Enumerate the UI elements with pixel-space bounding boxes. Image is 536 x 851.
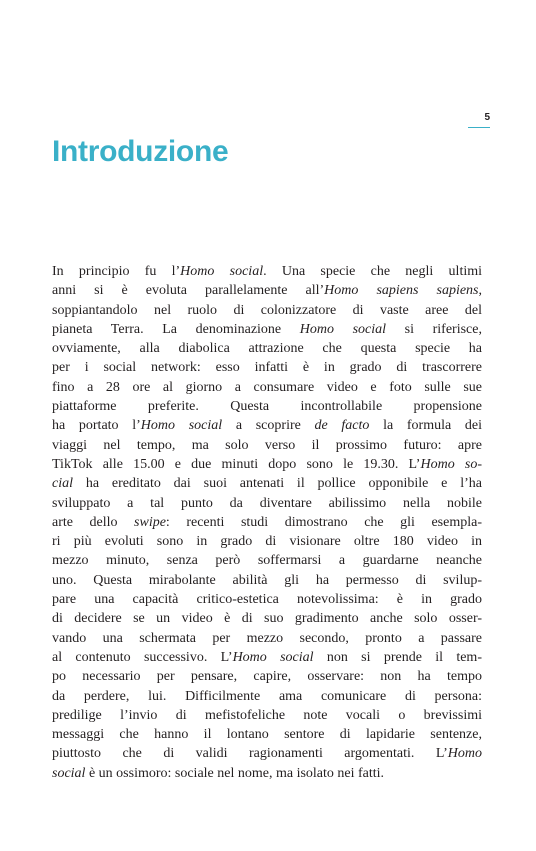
text-line — [52, 648, 482, 667]
italic-text-run: Homo social — [232, 649, 314, 665]
italic-text-run: cial — [52, 476, 73, 492]
text-run: a scoprire — [222, 418, 315, 434]
text-run: mezzo minuto, senza però soffermarsi a guardarne neanche — [52, 553, 482, 569]
text-run: al contenuto successivo. L’ — [52, 649, 233, 665]
text-run: vando una schermata per mezzo secondo, pronto a passare — [52, 630, 482, 646]
page-number-rule — [468, 127, 490, 128]
text-run: sviluppato a tal punto da diventare abilissimo nella nobile — [52, 495, 482, 511]
text-line — [52, 397, 482, 416]
text-line — [52, 609, 482, 628]
text-line — [52, 551, 482, 570]
italic-text-run: de facto — [314, 418, 370, 434]
text-run: pare una capacità critico-estetica notevolissima: è in grado — [52, 592, 482, 608]
page-number: 5 — [484, 112, 490, 123]
text-line — [52, 513, 482, 532]
text-run: soppiantandolo nel ruolo di colonizzatore di vaste aree del — [52, 302, 482, 318]
text-line — [52, 667, 482, 686]
text-line — [52, 629, 482, 648]
text-run: TikTok alle 15.00 e due minuti dopo sono le 19.30. L’ — [52, 456, 421, 472]
text-run: di decidere se un video è di suo gradimento anche solo osser- — [52, 611, 482, 627]
text-run: si riferisce, — [386, 321, 482, 337]
body-paragraph — [52, 262, 482, 783]
text-run: po necessario per pensare, capire, osservare: non ha tempo — [52, 669, 482, 685]
italic-text-run: Homo sapiens sapiens — [324, 283, 479, 299]
text-run: . Una specie che negli ultimi — [263, 264, 482, 279]
text-run: ri più evoluti sono in grado di visionare oltre 180 video in — [52, 534, 482, 550]
text-run: la formula dei — [369, 418, 482, 434]
text-line — [52, 571, 482, 590]
chapter-title: Introduzione — [52, 135, 229, 168]
text-line — [52, 301, 482, 320]
text-run: ovviamente, alla diabolica attrazione che questa specie ha — [52, 341, 482, 357]
text-line — [52, 378, 482, 397]
text-run: messaggi che hanno il lontano sentore di lapidarie sentenze, — [52, 727, 482, 743]
text-line — [52, 494, 482, 513]
text-line — [52, 320, 482, 339]
text-run: pianeta Terra. La denominazione — [52, 321, 300, 337]
text-run: da perdere, lui. Difficilmente ama comunicare di persona: — [52, 688, 482, 704]
text-run: ha portato l’ — [52, 418, 141, 434]
italic-text-run: Homo so- — [420, 456, 482, 472]
text-run: viaggi nel tempo, ma solo verso il prossimo futuro: apre — [52, 437, 482, 453]
text-line — [52, 590, 482, 609]
text-line — [52, 436, 482, 455]
text-line — [52, 455, 482, 474]
text-line — [52, 262, 482, 281]
text-line — [52, 416, 482, 435]
text-line — [52, 764, 482, 783]
text-run: ha ereditato dai suoi antenati il pollice opponibile e l’ha — [73, 476, 482, 492]
text-line — [52, 281, 482, 300]
text-run: anni si è evoluta parallelamente all’ — [52, 283, 325, 299]
text-run: fino a 28 ore al giorno a consumare video e foto sulle sue — [52, 379, 482, 395]
italic-text-run: Homo social — [299, 321, 387, 337]
text-line — [52, 725, 482, 744]
text-line — [52, 532, 482, 551]
italic-text-run: swipe — [134, 514, 166, 530]
text-line — [52, 744, 482, 763]
text-run: In principio fu l’ — [52, 264, 181, 279]
italic-text-run: Homo — [447, 746, 482, 762]
text-run: : recenti studi dimostrano che gli esempla- — [165, 514, 482, 530]
italic-text-run: Homo social — [180, 264, 264, 279]
text-run: predilige l’invio di mefistofeliche note vocali o brevissimi — [52, 707, 482, 723]
text-line — [52, 339, 482, 358]
text-run: non si prende il tem- — [313, 649, 482, 665]
text-line — [52, 687, 482, 706]
text-line — [52, 358, 482, 377]
text-run: è un ossimoro: sociale nel nome, ma isolato nei fatti. — [85, 765, 385, 781]
italic-text-run: social — [52, 765, 86, 781]
text-run: , — [478, 283, 482, 299]
italic-text-run: Homo social — [140, 418, 223, 434]
text-line — [52, 474, 482, 493]
text-run: per i social network: esso infatti è in grado di trascorrere — [52, 360, 482, 376]
text-run: piattaforme preferite. Questa incontrollabile propensione — [52, 399, 482, 415]
text-run: uno. Questa mirabolante abilità gli ha permesso di svilup- — [52, 572, 482, 588]
text-line — [52, 706, 482, 725]
text-run: arte dello — [52, 514, 135, 530]
text-run: piuttosto che di validi ragionamenti argomentati. L’ — [52, 746, 448, 762]
